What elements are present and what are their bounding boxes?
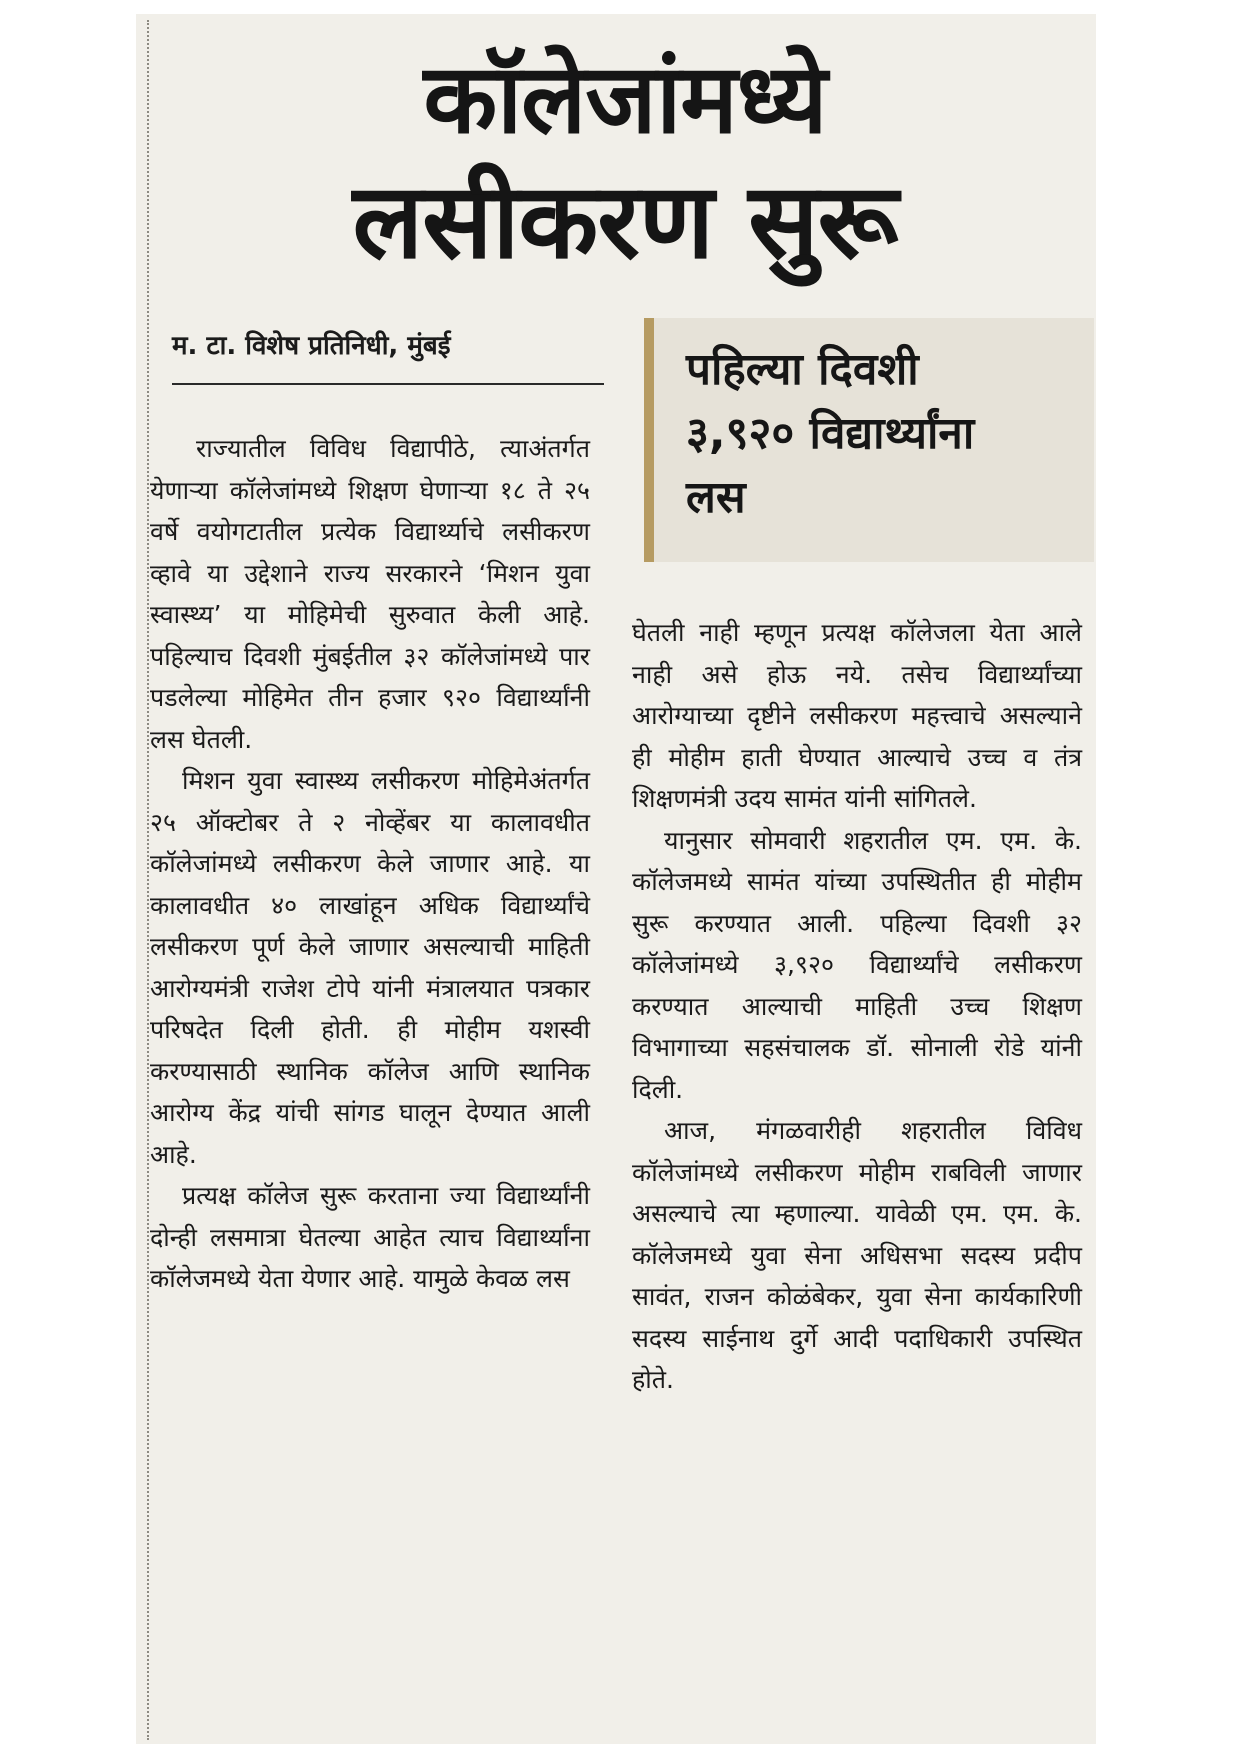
pull-quote-line-2: ३,९२० विद्यार्थ्यांना — [686, 408, 975, 459]
headline — [200, 40, 1050, 284]
headline-line-1: कॉलेजांमध्ये — [423, 43, 827, 155]
pull-quote — [686, 338, 1086, 530]
paragraph: प्रत्यक्ष कॉलेज सुरू करताना ज्या विद्यार्थ्यांनी दोन्ही लसमात्रा घेतल्या आहेत त्याच विद्यार्थ्यांना कॉलेजमध्ये येता येणार आहे. यामुळे केवळ लस — [150, 1181, 590, 1293]
paragraph: आज, मंगळवारीही शहरातील विविध कॉलेजांमध्ये लसीकरण मोहीम राबविली जाणार असल्याचे त्या म्हणाल्या. यावेळी एम. एम. के. कॉलेजमध्ये युवा सेना अधिसभा सदस्य प्रदीप सावंत, राजन कोळंबेकर, युवा सेना कार्यकारिणी सदस्य साईनाथ दुर्गे आदी पदाधिकारी उपस्थित होते. — [632, 1116, 1082, 1394]
paragraph: राज्यातील विविध विद्यापीठे, त्याअंतर्गत येणाऱ्या कॉलेजांमध्ये शिक्षण घेणाऱ्या १८ ते २५ वर्षे वयोगटातील प्रत्येक विद्यार्थ्याचे लसीकरण व्हावे या उद्देशाने राज्य सरकारने ‘मिशन युवा स्वास्थ्य’ या मोहिमेची सुरुवात केली आहे. पहिल्याच दिवशी मुंबईतील ३२ कॉलेजांमध्ये पार पडलेल्या मोहिमेत तीन हजार ९२० विद्यार्थ्यांनी लस घेतली. — [150, 434, 590, 754]
pull-quote-line-3: लस — [686, 472, 746, 523]
headline-line-2: लसीकरण सुरू — [352, 160, 898, 282]
pull-quote-line-1: पहिल्या दिवशी — [686, 344, 919, 395]
article-column-2 — [632, 612, 1082, 1401]
paragraph: मिशन युवा स्वास्थ्य लसीकरण मोहिमेअंतर्गत २५ ऑक्टोबर ते २ नोव्हेंबर या कालावधीत कॉलेजांमध्ये लसीकरण केले जाणार आहे. या कालावधीत ४० लाखांहून अधिक विद्यार्थ्यांचे लसीकरण पूर्ण केले जाणार असल्याची माहिती आरोग्यमंत्री राजेश टोपे यांनी मंत्रालयात पत्रकार परिषदेत दिली होती. ही मोहीम यशस्वी करण्यासाठी स्थानिक कॉलेज आणि स्थानिक आरोग्य केंद्र यांची सांगड घालून देण्यात आली आहे. — [150, 766, 590, 1169]
byline-divider — [172, 383, 604, 385]
paragraph: यानुसार सोमवारी शहरातील एम. एम. के. कॉलेजमध्ये सामंत यांच्या उपस्थितीत ही मोहीम सुरू करण्यात आली. पहिल्या दिवशी ३२ कॉलेजांमध्ये ३,९२० विद्यार्थ्यांचे लसीकरण करण्यात आल्याची माहिती उच्च शिक्षण विभागाच्या सहसंचालक डॉ. सोनाली रोडे यांनी दिली. — [632, 825, 1082, 1104]
fold-line — [147, 20, 149, 1740]
paragraph: घेतली नाही म्हणून प्रत्यक्ष कॉलेजला येता आले नाही असे होऊ नये. तसेच विद्यार्थ्यांच्या आरोग्याच्या दृष्टीने लसीकरण महत्त्वाचे असल्याने ही मोहीम हाती घेण्यात आल्याचे उच्च व तंत्र शिक्षणमंत्री उदय सामंत यांनी सांगितले. — [632, 618, 1082, 813]
byline: म. टा. विशेष प्रतिनिधी, मुंबई — [172, 331, 451, 361]
article-column-1 — [150, 428, 590, 1300]
pull-quote-accent-bar — [644, 318, 654, 562]
